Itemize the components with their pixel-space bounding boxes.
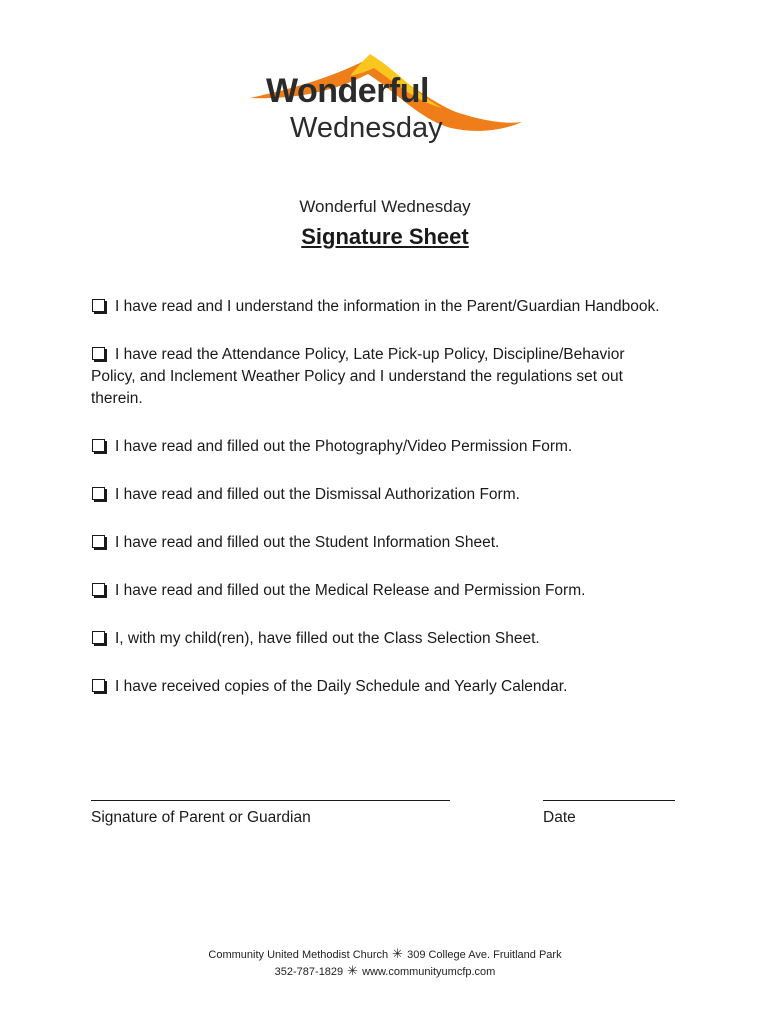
checklist-item-text: I have read the Attendance Policy, Late Pick-up Policy, Discipline/Behavior Policy, and Inclement Weather Policy and I understand the regulations set out therein.	[91, 346, 625, 407]
footer	[0, 946, 770, 980]
checklist-item	[91, 296, 671, 318]
footer-line-1	[0, 946, 770, 963]
program-name: Wonderful Wednesday	[299, 197, 471, 216]
checkbox-icon[interactable]	[92, 487, 105, 500]
checklist-item-text: I have read and filled out the Dismissal Authorization Form.	[115, 486, 520, 503]
checklist-item	[91, 676, 671, 698]
checklist	[91, 296, 671, 724]
checkbox-icon[interactable]	[92, 631, 105, 644]
asterisk-icon: ✳	[392, 946, 404, 961]
logo-text-wonderful: Wonderful	[266, 72, 429, 110]
checkbox-icon[interactable]	[92, 347, 105, 360]
checklist-item	[91, 436, 671, 458]
checkbox-icon[interactable]	[92, 583, 105, 596]
footer-line-2	[0, 963, 770, 980]
parent-signature-label: Signature of Parent or Guardian	[91, 809, 311, 826]
page-title: Signature Sheet	[301, 224, 469, 249]
checklist-item	[91, 532, 671, 554]
wonderful-wednesday-logo	[246, 50, 526, 158]
church-name: Community United Methodist Church	[208, 949, 389, 961]
church-website: www.communityumcfp.com	[362, 966, 496, 978]
checkbox-icon[interactable]	[92, 679, 105, 692]
checklist-item-text: I have read and filled out the Medical Release and Permission Form.	[115, 582, 586, 599]
checkbox-icon[interactable]	[92, 535, 105, 548]
parent-signature-line[interactable]	[91, 800, 450, 801]
checklist-item-text: I have read and filled out the Student Information Sheet.	[115, 534, 500, 551]
date-line[interactable]	[543, 800, 675, 801]
checklist-item-text: I, with my child(ren), have filled out the Class Selection Sheet.	[115, 630, 540, 647]
logo-text-wednesday: Wednesday	[290, 112, 443, 144]
church-address: 309 College Ave. Fruitland Park	[407, 949, 562, 961]
church-phone: 352-787-1829	[274, 966, 344, 978]
checklist-item	[91, 484, 671, 506]
checklist-item	[91, 628, 671, 650]
checkbox-icon[interactable]	[92, 439, 105, 452]
asterisk-icon: ✳	[347, 963, 359, 978]
checklist-item-text: I have read and filled out the Photography/Video Permission Form.	[115, 438, 573, 455]
checklist-item	[91, 344, 671, 410]
date-label: Date	[543, 809, 576, 826]
checklist-item-text: I have received copies of the Daily Schedule and Yearly Calendar.	[115, 678, 568, 695]
checkbox-icon[interactable]	[92, 299, 105, 312]
checklist-item	[91, 580, 671, 602]
checklist-item-text: I have read and I understand the information in the Parent/Guardian Handbook.	[115, 298, 660, 315]
